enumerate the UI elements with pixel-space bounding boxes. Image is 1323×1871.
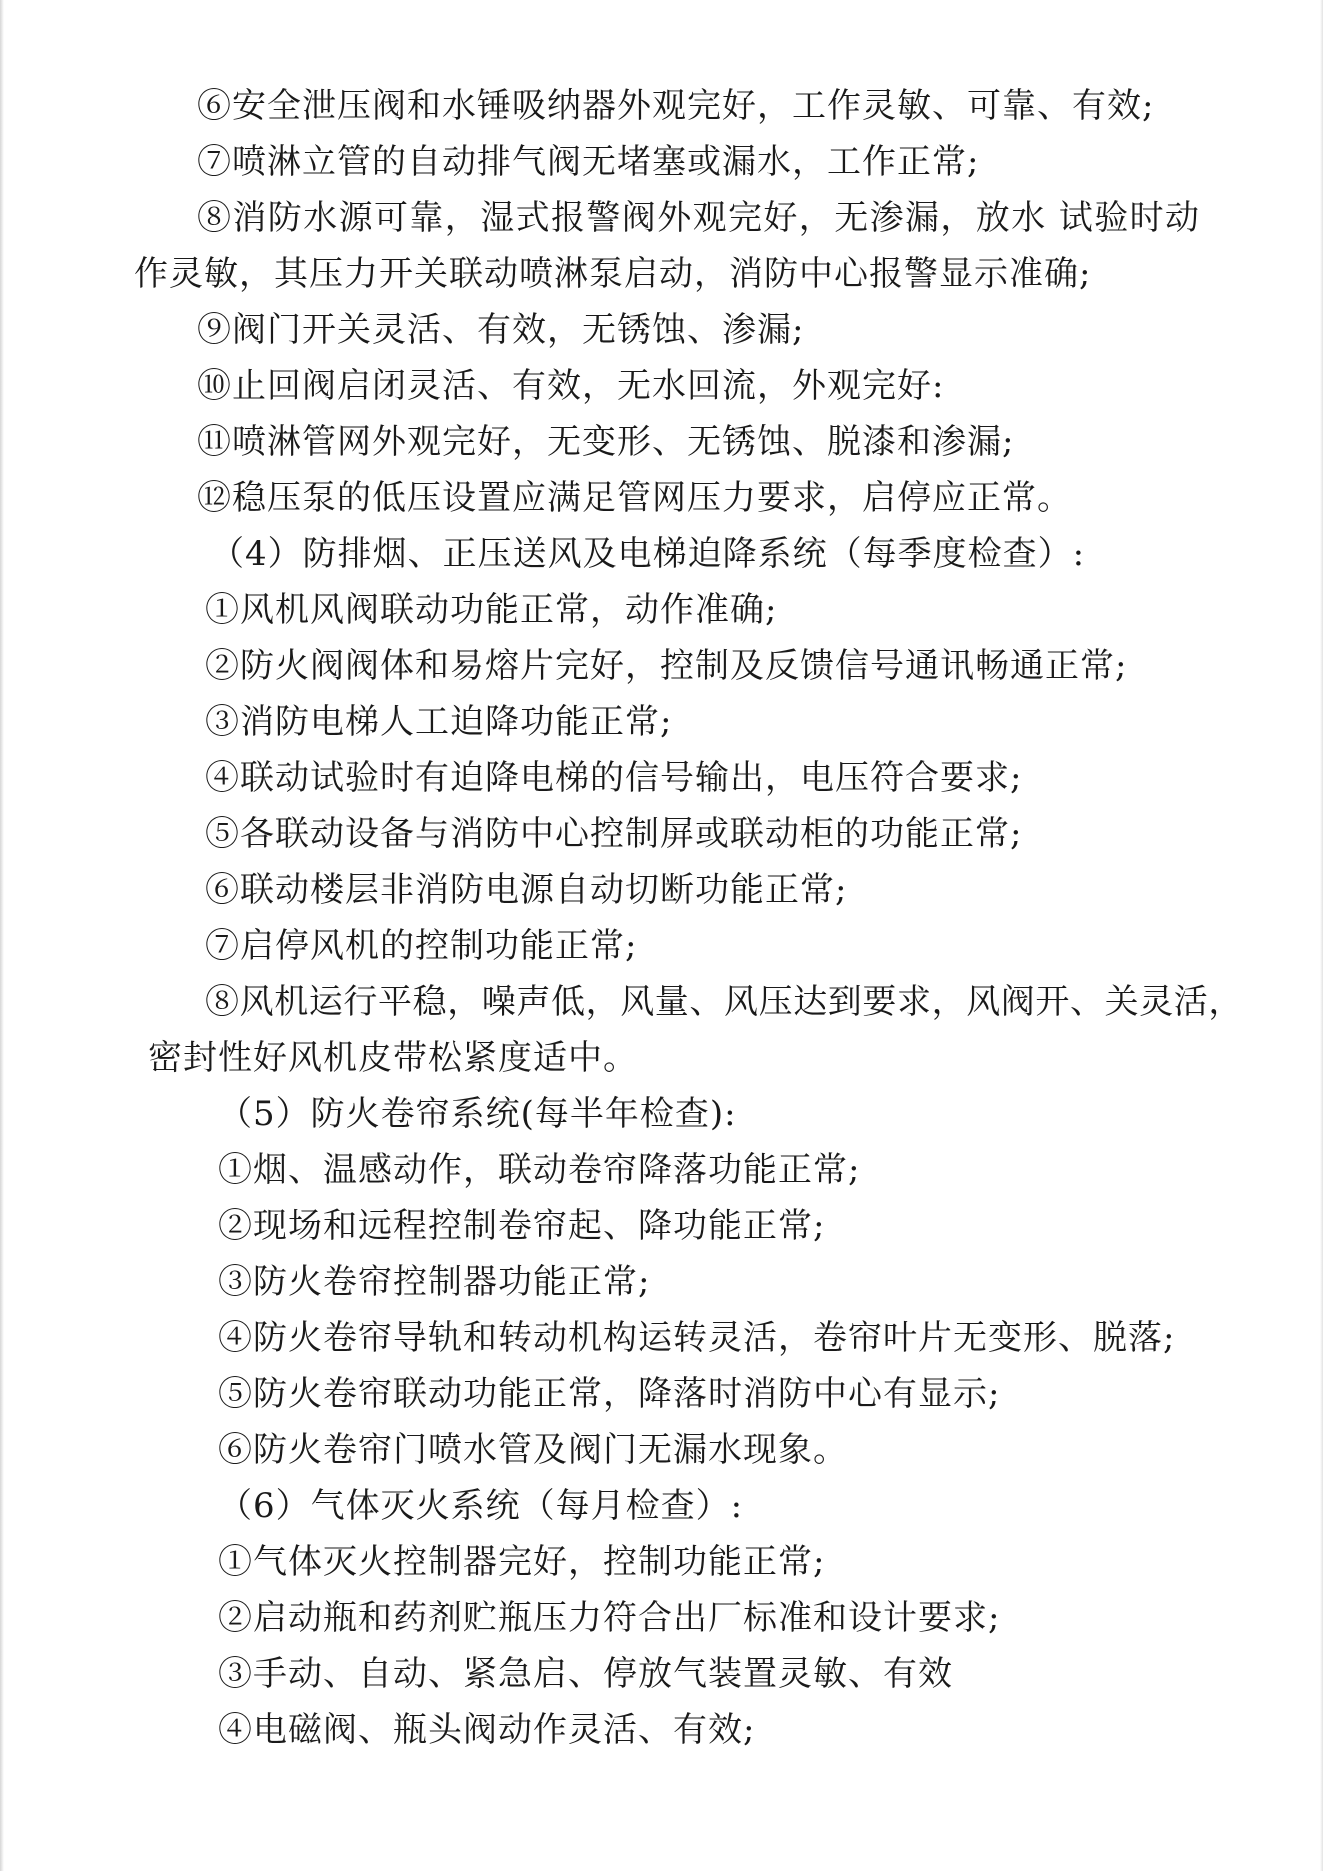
paragraph-line: ⑪喷淋管网外观完好，无变形、无锈蚀、脱漆和渗漏; — [197, 422, 1015, 462]
paragraph-line: ⑧风机运行平稳，噪声低，风量、风压达到要求，风阀开、关灵活， — [205, 982, 1243, 1022]
paragraph-line: ⑩止回阀启闭灵活、有效，无水回流，外观完好: — [197, 366, 945, 406]
paragraph-line: ①风机风阀联动功能正常，动作准确; — [205, 590, 778, 630]
paragraph-line: ③防火卷帘控制器功能正常; — [218, 1262, 651, 1302]
paragraph-line: ⑤各联动设备与消防中心控制屏或联动柜的功能正常; — [205, 814, 1023, 854]
paragraph-line: ⑫稳压泵的低压设置应满足管网压力要求，启停应正常。 — [197, 478, 1072, 518]
paragraph-line: ⑦启停风机的控制功能正常; — [205, 926, 638, 966]
section-heading: （6）气体灭火系统（每月检查）: — [218, 1486, 744, 1526]
paragraph-line: ④电磁阀、瓶头阀动作灵活、有效; — [218, 1710, 756, 1750]
paragraph-line: ⑥防火卷帘门喷水管及阀门无漏水现象。 — [218, 1430, 848, 1470]
paragraph-line: ⑧消防水源可靠，湿式报警阀外观完好，无渗漏，放水 试验时动 — [197, 198, 1201, 238]
paragraph-line: ④联动试验时有迫降电梯的信号输出，电压符合要求; — [205, 758, 1023, 798]
paragraph-line: ③手动、自动、紧急启、停放气装置灵敏、有效 — [218, 1654, 953, 1694]
document-body — [0, 78, 1323, 1758]
paragraph-line: ⑤防火卷帘联动功能正常，降落时消防中心有显示; — [218, 1374, 1001, 1414]
paragraph-line: ④防火卷帘导轨和转动机构运转灵活，卷帘叶片无变形、脱落; — [218, 1318, 1176, 1358]
section-heading: （5）防火卷帘系统(每半年检查): — [218, 1094, 737, 1134]
section-heading: （4）防排烟、正压送风及电梯迫降系统（每季度检查）: — [210, 534, 1086, 574]
paragraph-line: ①气体灭火控制器完好，控制功能正常; — [218, 1542, 826, 1582]
paragraph-line: ②启动瓶和药剂贮瓶压力符合出厂标准和设计要求; — [218, 1598, 1001, 1638]
paragraph-line: ②现场和远程控制卷帘起、降功能正常; — [218, 1206, 826, 1246]
paragraph-line: ③消防电梯人工迫降功能正常; — [205, 702, 673, 742]
paragraph-line: 作灵敏，其压力开关联动喷淋泵启动，消防中心报警显示准确; — [134, 254, 1092, 294]
paragraph-line: ①烟、温感动作，联动卷帘降落功能正常; — [218, 1150, 861, 1190]
paragraph-line: 密封性好风机皮带松紧度适中。 — [148, 1038, 638, 1078]
paragraph-line: ②防火阀阀体和易熔片完好，控制及反馈信号通讯畅通正常; — [205, 646, 1128, 686]
paragraph-line: ⑨阀门开关灵活、有效，无锈蚀、渗漏; — [197, 310, 805, 350]
paragraph-line: ⑦喷淋立管的自动排气阀无堵塞或漏水，工作正常; — [197, 142, 980, 182]
paragraph-line: ⑥安全泄压阀和水锤吸纳器外观完好，工作灵敏、可靠、有效; — [197, 86, 1155, 126]
paragraph-line: ⑥联动楼层非消防电源自动切断功能正常; — [205, 870, 848, 910]
